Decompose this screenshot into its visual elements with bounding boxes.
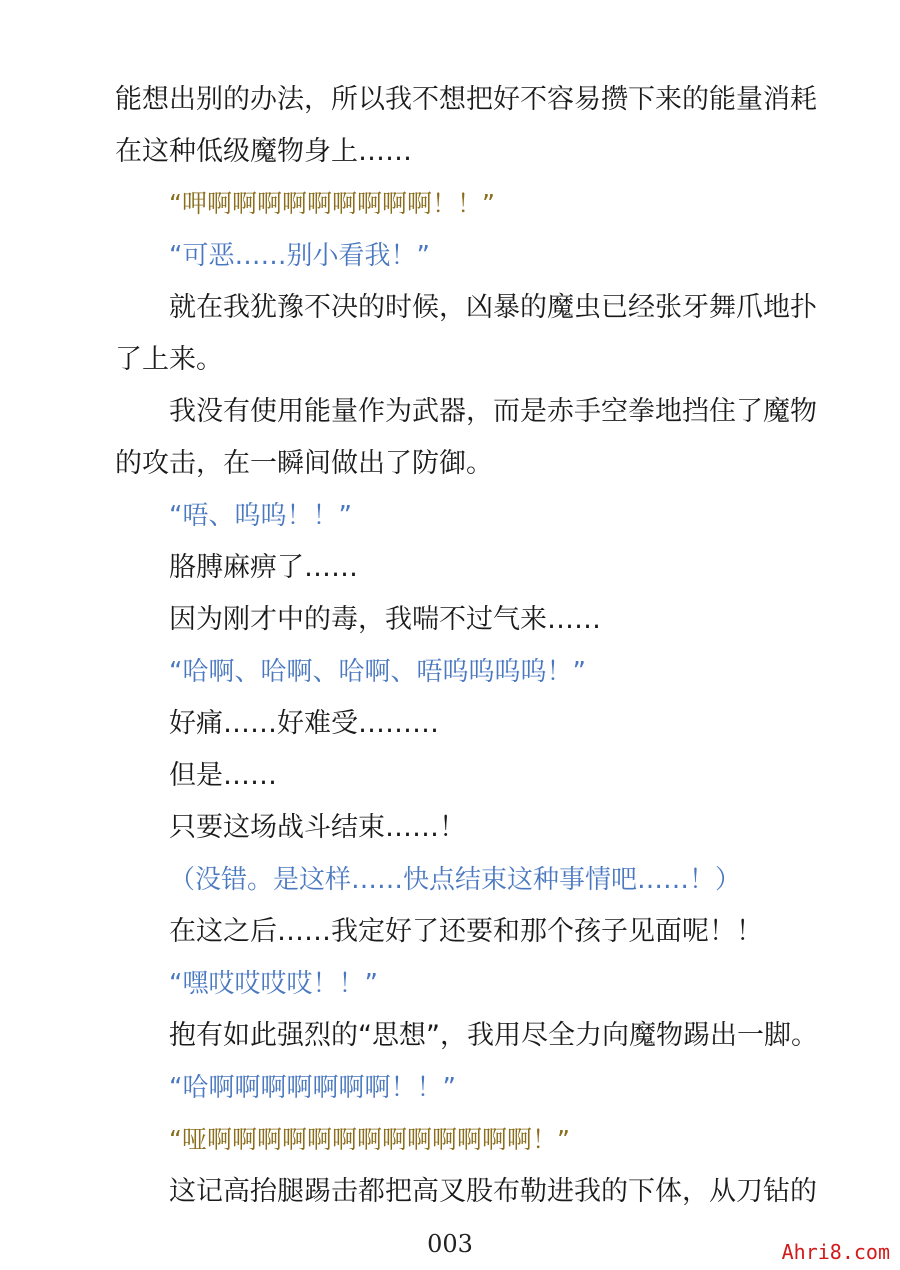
text-line: 胳膊麻痹了…… xyxy=(169,552,358,583)
text-line: 在这之后……我定好了还要和那个孩子见面呢！！ xyxy=(169,916,763,947)
dialogue-line: “可恶……别小看我！” xyxy=(169,241,430,271)
text-line: 在这种低级魔物身上…… xyxy=(115,136,412,167)
monster-dialogue-line: “哑啊啊啊啊啊啊啊啊啊啊啊啊啊！” xyxy=(169,1125,570,1154)
text-line: 的攻击，在一瞬间做出了防御。 xyxy=(115,448,493,479)
dialogue-line: “嘿哎哎哎哎！！” xyxy=(169,969,378,999)
page-number: 003 xyxy=(427,1230,473,1258)
text-line: 这记高抬腿踢击都把高叉股布勒进我的下体，从刀钻的 xyxy=(169,1176,817,1207)
monster-dialogue-line: “呷啊啊啊啊啊啊啊啊啊！！” xyxy=(169,189,495,218)
dialogue-line: “哈啊、哈啊、哈啊、唔呜呜呜呜！” xyxy=(169,657,586,687)
dialogue-line: “唔、呜呜！！” xyxy=(169,501,352,531)
page-text xyxy=(115,74,818,1218)
text-line: 好痛……好难受……… xyxy=(169,708,439,739)
inner-thought-line: （没错。是这样……快点结束这种事情吧……！） xyxy=(169,865,742,895)
text-line: 能想出别的办法，所以我不想把好不容易攒下来的能量消耗 xyxy=(115,84,817,115)
text-line: 了上来。 xyxy=(115,344,223,375)
text-line: 抱有如此强烈的“思想”，我用尽全力向魔物踢出一脚。 xyxy=(169,1020,818,1051)
text-line: 但是…… xyxy=(169,760,277,791)
text-line: 因为刚才中的毒，我喘不过气来…… xyxy=(169,604,601,635)
dialogue-line: “哈啊啊啊啊啊啊啊！！” xyxy=(169,1073,456,1103)
text-line: 只要这场战斗结束……！ xyxy=(169,812,466,843)
text-line: 就在我犹豫不决的时候，凶暴的魔虫已经张牙舞爪地扑 xyxy=(169,292,817,323)
watermark: Ahri8.com xyxy=(781,1240,890,1264)
text-line: 我没有使用能量作为武器，而是赤手空拳地挡住了魔物 xyxy=(169,396,817,427)
